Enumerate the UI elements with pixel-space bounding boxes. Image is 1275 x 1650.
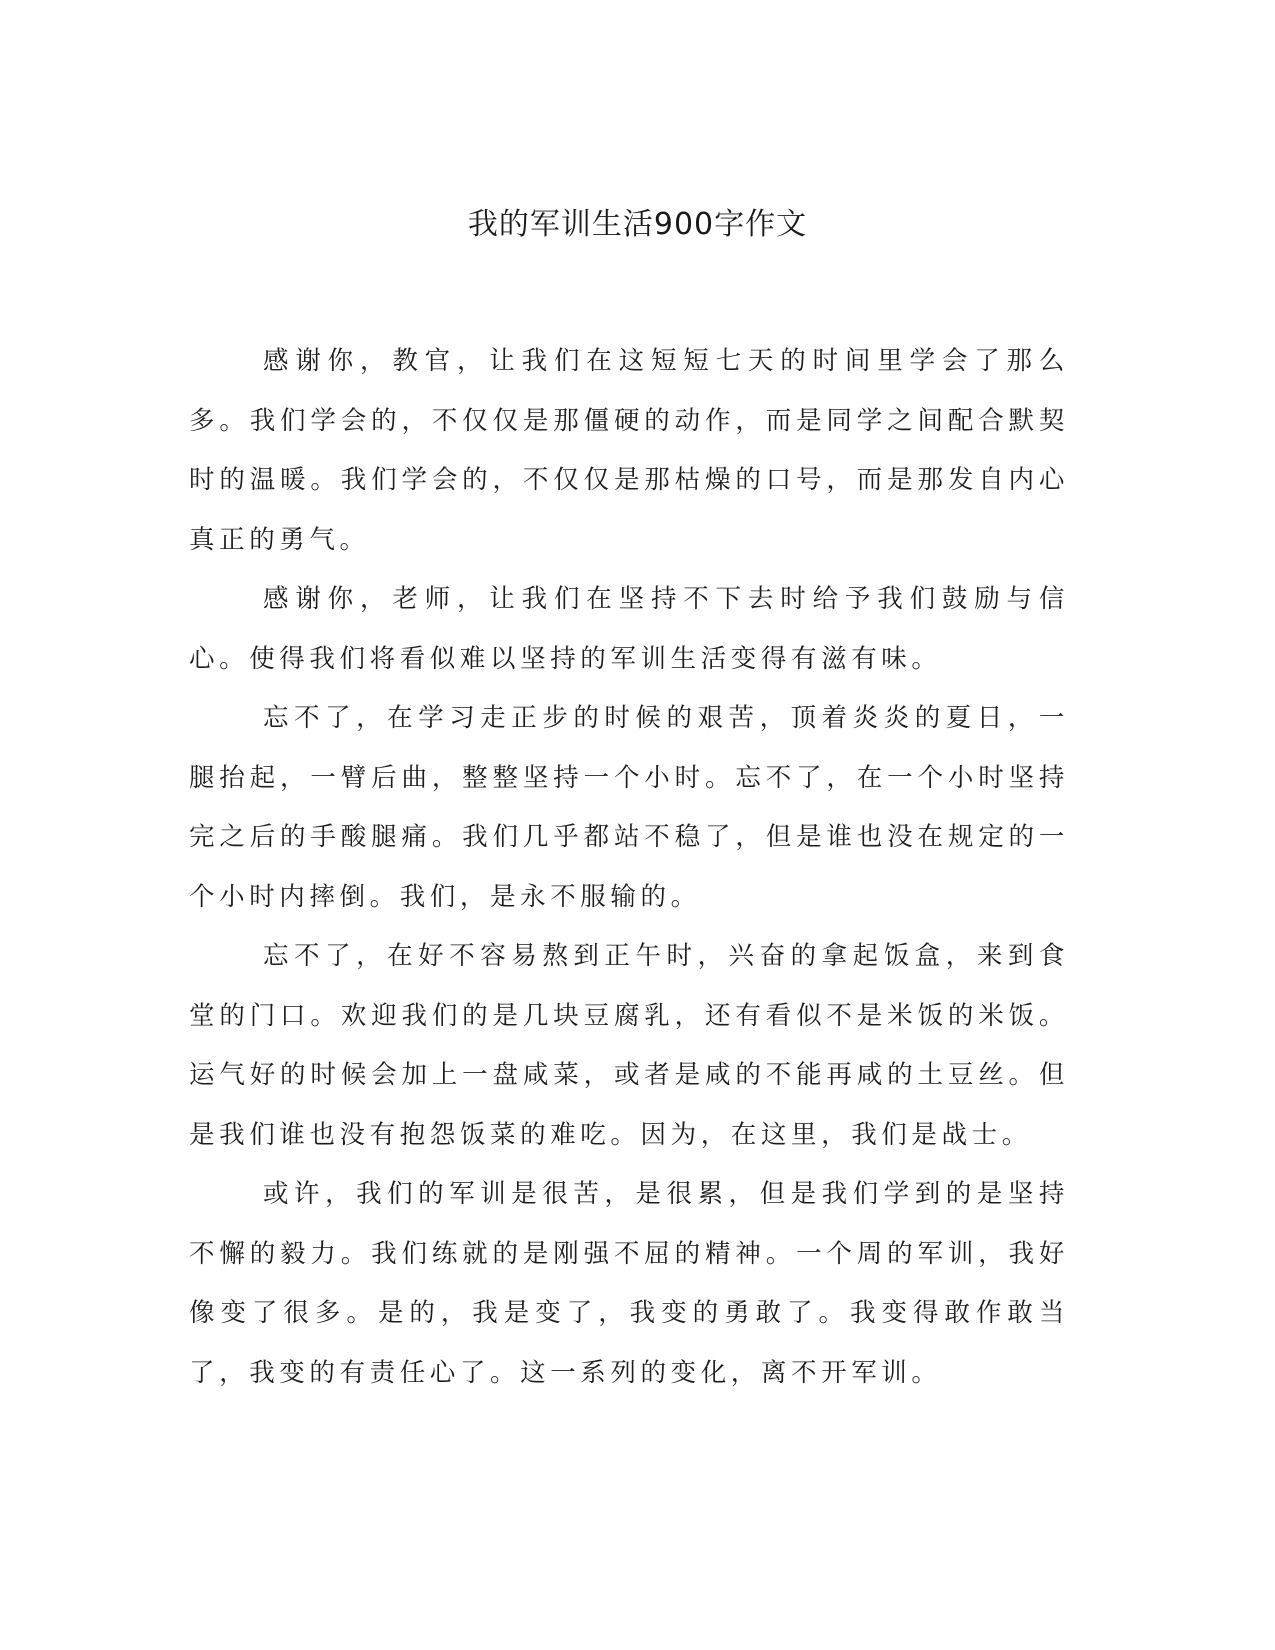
paragraph-5: 或许，我们的军训是很苦，是很累，但是我们学到的是坚持不懈的毅力。我们练就的是刚强不屈的精神。一个周的军训，我好像变了很多。是的，我是变了，我变的勇敢了。我变得敢作敢当了，我变的有责任心了。这一系列的变化，离不开军训。 [189, 1179, 1069, 1388]
paragraph-3: 忘不了，在学习走正步的时候的艰苦，顶着炎炎的夏日，一腿抬起，一臂后曲，整整坚持一个小时。忘不了，在一个小时坚持完之后的手酸腿痛。我们几乎都站不稳了，但是谁也没在规定的一个小时内摔倒。我们，是永不服输的。 [189, 703, 1069, 912]
paragraph-2: 感谢你，老师，让我们在坚持不下去时给予我们鼓励与信心。使得我们将看似难以坚持的军训生活变得有滋有味。 [189, 584, 1069, 674]
paragraph-1: 感谢你，教官，让我们在这短短七天的时间里学会了那么多。我们学会的，不仅仅是那僵硬的动作，而是同学之间配合默契时的温暖。我们学会的，不仅仅是那枯燥的口号，而是那发自内心真正的勇气。 [189, 346, 1069, 555]
document-title: 我的军训生活900字作文 [467, 207, 808, 242]
document-body [189, 332, 1069, 1403]
paragraph-4: 忘不了，在好不容易熬到正午时，兴奋的拿起饭盒，来到食堂的门口。欢迎我们的是几块豆腐乳，还有看似不是米饭的米饭。运气好的时候会加上一盘咸菜，或者是咸的不能再咸的土豆丝。但是我们谁也没有抱怨饭菜的难吃。因为，在这里，我们是战士。 [189, 941, 1069, 1150]
